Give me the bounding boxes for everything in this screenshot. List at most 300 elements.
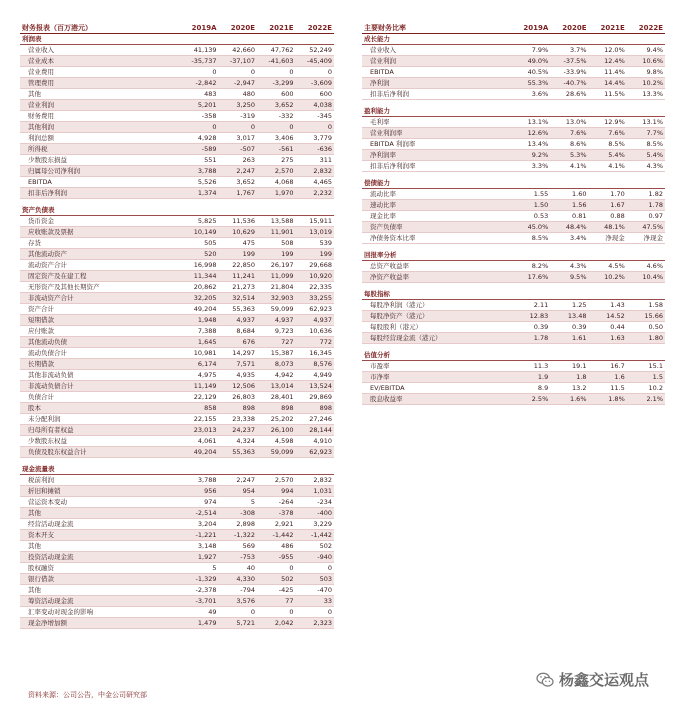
value-cell: 11.4% [589, 67, 627, 78]
table-row [20, 45, 334, 56]
value-cell: 10.6% [627, 56, 665, 67]
table-row [362, 189, 665, 200]
table-row [20, 188, 334, 199]
value-cell: 0 [257, 122, 296, 133]
value-cell: 4,038 [296, 100, 335, 111]
value-cell: 8,576 [296, 359, 335, 370]
value-cell: -35,737 [180, 56, 219, 67]
value-cell: 47.5% [627, 222, 665, 233]
value-cell: -378 [257, 508, 296, 519]
value-cell: 0 [180, 122, 219, 133]
value-cell: -400 [296, 508, 335, 519]
value-cell: 10,920 [296, 271, 335, 282]
value-cell: 1,970 [257, 188, 296, 199]
table-row [20, 227, 334, 238]
table-row [362, 67, 665, 78]
value-cell: 14.52 [589, 311, 627, 322]
value-cell: 10,636 [296, 326, 335, 337]
value-cell: 13.1% [512, 117, 550, 128]
value-cell: 16.7 [589, 361, 627, 372]
value-cell: -41,603 [257, 56, 296, 67]
value-cell: 9,723 [257, 326, 296, 337]
table-row [20, 260, 334, 271]
value-cell: 13.0% [550, 117, 588, 128]
row-label: 其他 [20, 541, 180, 552]
table-row [20, 486, 334, 497]
value-cell: 4.1% [550, 161, 588, 172]
value-cell: 13.48 [550, 311, 588, 322]
row-label: 其他流动负债 [20, 337, 180, 348]
value-cell: 5,201 [180, 100, 219, 111]
row-label: 其他利润 [20, 122, 180, 133]
value-cell: 3.7% [550, 45, 588, 56]
value-cell: 3,779 [296, 133, 335, 144]
section-title: 估值分析 [362, 350, 665, 361]
financial-ratios-table [362, 22, 665, 405]
value-cell: 4,910 [296, 436, 335, 447]
value-cell: 1.78 [627, 200, 665, 211]
value-cell: 13,014 [257, 381, 296, 392]
section-header-row [20, 34, 334, 45]
row-label: 归属母公司净利润 [20, 166, 180, 177]
row-label: 营业利润 [20, 100, 180, 111]
watermark-text: 杨鑫交运观点 [559, 671, 650, 689]
value-cell: 1.78 [512, 333, 550, 344]
table-row [20, 155, 334, 166]
value-cell: 1,948 [180, 315, 219, 326]
value-cell: 954 [219, 486, 258, 497]
value-cell: -2,378 [180, 585, 219, 596]
table-row [20, 475, 334, 486]
value-cell: 480 [219, 89, 258, 100]
row-label: 资本开支 [20, 530, 180, 541]
year-header: 2019A [180, 22, 219, 34]
value-cell: 2.1% [627, 394, 665, 405]
value-cell: 503 [296, 574, 335, 585]
row-label: 股本 [20, 403, 180, 414]
table-row [20, 596, 334, 607]
value-cell: 772 [296, 337, 335, 348]
section-title: 回报率分析 [362, 250, 665, 261]
value-cell: 8,073 [257, 359, 296, 370]
row-label: 净资产收益率 [362, 272, 512, 283]
value-cell: 5,526 [180, 177, 219, 188]
value-cell: 3,652 [257, 100, 296, 111]
row-label: 利润总额 [20, 133, 180, 144]
value-cell: 23,338 [219, 414, 258, 425]
row-label: 税前利润 [20, 475, 180, 486]
value-cell: 12,506 [219, 381, 258, 392]
value-cell: -753 [219, 552, 258, 563]
value-cell: 4,949 [296, 370, 335, 381]
value-cell: 199 [219, 249, 258, 260]
row-label: 市净率 [362, 372, 512, 383]
table-row [362, 361, 665, 372]
value-cell: 2,247 [219, 475, 258, 486]
value-cell: 311 [296, 155, 335, 166]
section-header-row [362, 350, 665, 361]
year-header: 2019A [512, 22, 550, 34]
value-cell: 0 [219, 122, 258, 133]
value-cell: 7.7% [627, 128, 665, 139]
row-label: 营业费用 [20, 67, 180, 78]
value-cell: 1.67 [589, 200, 627, 211]
value-cell: 10,149 [180, 227, 219, 238]
row-label: 市盈率 [362, 361, 512, 372]
table-row [20, 607, 334, 618]
table-row [20, 271, 334, 282]
row-label: 少数股东权益 [20, 436, 180, 447]
value-cell: -308 [219, 508, 258, 519]
value-cell: -794 [219, 585, 258, 596]
value-cell: 32,205 [180, 293, 219, 304]
table-row [20, 392, 334, 403]
value-cell: 49,204 [180, 447, 219, 458]
table-row [362, 78, 665, 89]
value-cell: 1.25 [550, 300, 588, 311]
value-cell: 22,155 [180, 414, 219, 425]
value-cell: 12.9% [589, 117, 627, 128]
value-cell: 1.50 [512, 200, 550, 211]
value-cell: -45,409 [296, 56, 335, 67]
value-cell: 0.44 [589, 322, 627, 333]
row-label: 银行借款 [20, 574, 180, 585]
value-cell: 24,237 [219, 425, 258, 436]
value-cell: 27,246 [296, 414, 335, 425]
value-cell: 1.6% [550, 394, 588, 405]
value-cell: 1,767 [219, 188, 258, 199]
section-title: 偿债能力 [362, 178, 665, 189]
value-cell: 8.2% [512, 261, 550, 272]
value-cell: 45.0% [512, 222, 550, 233]
value-cell: 0.39 [512, 322, 550, 333]
value-cell: 2,042 [257, 618, 296, 629]
value-cell: 727 [257, 337, 296, 348]
value-cell: 净现金 [589, 233, 627, 244]
value-cell: 676 [219, 337, 258, 348]
value-cell: 14,297 [219, 348, 258, 359]
value-cell: 2,832 [296, 475, 335, 486]
value-cell: -358 [180, 111, 219, 122]
value-cell: 62,923 [296, 304, 335, 315]
section-title: 利润表 [20, 34, 334, 45]
table-title: 主要财务比率 [362, 22, 512, 34]
source-note: 资料来源：公司公告，中金公司研究部 [28, 691, 147, 699]
section-header-row [362, 250, 665, 261]
value-cell: 28,401 [257, 392, 296, 403]
row-label: 净利润率 [362, 150, 512, 161]
value-cell: 59,099 [257, 304, 296, 315]
value-cell: 2,247 [219, 166, 258, 177]
value-cell: 0.53 [512, 211, 550, 222]
value-cell: -1,442 [257, 530, 296, 541]
table-row [20, 56, 334, 67]
value-cell: 11.5 [589, 383, 627, 394]
table-row [20, 447, 334, 458]
value-cell: 9.8% [627, 67, 665, 78]
table-row [362, 150, 665, 161]
value-cell: 4,928 [180, 133, 219, 144]
value-cell: 263 [219, 155, 258, 166]
table-row [362, 89, 665, 100]
row-label: 筹资活动现金流 [20, 596, 180, 607]
value-cell: 520 [180, 249, 219, 260]
year-header: 2020E [219, 22, 258, 34]
table-row [20, 304, 334, 315]
table-row [20, 216, 334, 227]
value-cell: -37,107 [219, 56, 258, 67]
value-cell: 29,869 [296, 392, 335, 403]
row-label: 其他 [20, 585, 180, 596]
row-label: 少数股东损益 [20, 155, 180, 166]
table-row [362, 394, 665, 405]
row-label: 负债合计 [20, 392, 180, 403]
row-label: 存货 [20, 238, 180, 249]
value-cell: 20,862 [180, 282, 219, 293]
value-cell: 5.4% [627, 150, 665, 161]
value-cell: -955 [257, 552, 296, 563]
value-cell: 4,061 [180, 436, 219, 447]
row-label: EBITDA [20, 177, 180, 188]
value-cell: 77 [257, 596, 296, 607]
financial-ratios-panel [362, 22, 665, 405]
value-cell: 19.1 [550, 361, 588, 372]
table-row [20, 78, 334, 89]
value-cell: 9.5% [550, 272, 588, 283]
value-cell: 59,099 [257, 447, 296, 458]
value-cell: -1,442 [296, 530, 335, 541]
value-cell: 23,013 [180, 425, 219, 436]
value-cell: 15,387 [257, 348, 296, 359]
row-label: 应付账款 [20, 326, 180, 337]
value-cell: -2,947 [219, 78, 258, 89]
table-row [20, 326, 334, 337]
row-label: 速动比率 [362, 200, 512, 211]
value-cell: 3,576 [219, 596, 258, 607]
value-cell: 4,465 [296, 177, 335, 188]
value-cell: -345 [296, 111, 335, 122]
value-cell: 26,100 [257, 425, 296, 436]
row-label: 营业利润率 [362, 128, 512, 139]
value-cell: 2.5% [512, 394, 550, 405]
table-header-row [362, 22, 665, 34]
value-cell: 2,570 [257, 475, 296, 486]
table-row [362, 333, 665, 344]
value-cell: 52,249 [296, 45, 335, 56]
section-header-row [20, 205, 334, 216]
value-cell: 22,335 [296, 282, 335, 293]
row-label: 营业收入 [362, 45, 512, 56]
value-cell: 5,825 [180, 216, 219, 227]
value-cell: 1,374 [180, 188, 219, 199]
value-cell: 10.4% [627, 272, 665, 283]
value-cell: 4,068 [257, 177, 296, 188]
value-cell: 858 [180, 403, 219, 414]
value-cell: 33 [296, 596, 335, 607]
value-cell: 3.6% [512, 89, 550, 100]
value-cell: -319 [219, 111, 258, 122]
table-row [362, 272, 665, 283]
row-label: 汇率变动对现金的影响 [20, 607, 180, 618]
value-cell: 1.6 [589, 372, 627, 383]
value-cell: 4,942 [257, 370, 296, 381]
value-cell: 10.2% [627, 78, 665, 89]
section-title: 现金流量表 [20, 464, 334, 475]
value-cell: 6,174 [180, 359, 219, 370]
value-cell: 0 [257, 607, 296, 618]
value-cell: 2,570 [257, 166, 296, 177]
value-cell: 5.4% [589, 150, 627, 161]
value-cell: 4,935 [219, 370, 258, 381]
value-cell: 1.56 [550, 200, 588, 211]
value-cell: 42,660 [219, 45, 258, 56]
table-row [20, 497, 334, 508]
value-cell: -470 [296, 585, 335, 596]
value-cell: -332 [257, 111, 296, 122]
row-label: 流动比率 [362, 189, 512, 200]
table-row [20, 67, 334, 78]
value-cell: 4.3% [550, 261, 588, 272]
row-label: 每股净资产（港元） [362, 311, 512, 322]
value-cell: 11,344 [180, 271, 219, 282]
row-label: 每股经营现金流（港元） [362, 333, 512, 344]
value-cell: 11,901 [257, 227, 296, 238]
table-row [362, 372, 665, 383]
value-cell: 8.5% [512, 233, 550, 244]
row-label: 应收账款及票据 [20, 227, 180, 238]
value-cell: 13.3% [627, 89, 665, 100]
value-cell: 502 [257, 574, 296, 585]
value-cell: 16,345 [296, 348, 335, 359]
value-cell: 55,363 [219, 304, 258, 315]
value-cell: 21,804 [257, 282, 296, 293]
value-cell: 0 [180, 67, 219, 78]
value-cell: 11,536 [219, 216, 258, 227]
value-cell: 0.50 [627, 322, 665, 333]
value-cell: 275 [257, 155, 296, 166]
table-row [362, 56, 665, 67]
row-label: 每股股利（港元） [362, 322, 512, 333]
value-cell: 22,850 [219, 260, 258, 271]
row-label: 固定资产及在建工程 [20, 271, 180, 282]
value-cell: 32,903 [257, 293, 296, 304]
value-cell: 539 [296, 238, 335, 249]
value-cell: 62,923 [296, 447, 335, 458]
value-cell: 508 [257, 238, 296, 249]
value-cell: -40.7% [550, 78, 588, 89]
value-cell: 5.3% [550, 150, 588, 161]
table-row [20, 381, 334, 392]
value-cell: 5,721 [219, 618, 258, 629]
table-header-row [20, 22, 334, 34]
section-header-row [362, 178, 665, 189]
value-cell: 4,937 [296, 315, 335, 326]
row-label: 其他 [20, 508, 180, 519]
value-cell: 0 [219, 67, 258, 78]
value-cell: 4,937 [219, 315, 258, 326]
value-cell: 569 [219, 541, 258, 552]
table-row [20, 436, 334, 447]
value-cell: -3,701 [180, 596, 219, 607]
value-cell: 1,927 [180, 552, 219, 563]
value-cell: 1.70 [589, 189, 627, 200]
value-cell: 11,099 [257, 271, 296, 282]
value-cell: 0 [219, 607, 258, 618]
value-cell: 10.2 [627, 383, 665, 394]
value-cell: 10,981 [180, 348, 219, 359]
value-cell: 3.3% [512, 161, 550, 172]
value-cell: -1,322 [219, 530, 258, 541]
table-row [362, 211, 665, 222]
value-cell: 26,803 [219, 392, 258, 403]
value-cell: 898 [257, 403, 296, 414]
row-label: 资产负债率 [362, 222, 512, 233]
row-label: EBITDA [362, 67, 512, 78]
value-cell: 1.82 [627, 189, 665, 200]
table-row [20, 552, 334, 563]
value-cell: 600 [296, 89, 335, 100]
table-row [20, 403, 334, 414]
watermark [536, 669, 649, 690]
value-cell: 55,363 [219, 447, 258, 458]
row-label: 货币资金 [20, 216, 180, 227]
value-cell: 15.66 [627, 311, 665, 322]
value-cell: 4,598 [257, 436, 296, 447]
value-cell: 净现金 [627, 233, 665, 244]
row-label: 毛利率 [362, 117, 512, 128]
value-cell: 4.1% [589, 161, 627, 172]
section-title: 每股指标 [362, 289, 665, 300]
value-cell: -1,221 [180, 530, 219, 541]
table-row [20, 249, 334, 260]
table-row [20, 530, 334, 541]
row-label: 其他非流动负债 [20, 370, 180, 381]
value-cell: -2,842 [180, 78, 219, 89]
value-cell: 41,139 [180, 45, 219, 56]
value-cell: 8,684 [219, 326, 258, 337]
row-label: 营业成本 [20, 56, 180, 67]
value-cell: 3,250 [219, 100, 258, 111]
table-row [20, 293, 334, 304]
value-cell: 2,921 [257, 519, 296, 530]
value-cell: 49.0% [512, 56, 550, 67]
value-cell: 7.6% [589, 128, 627, 139]
value-cell: 600 [257, 89, 296, 100]
value-cell: 7,571 [219, 359, 258, 370]
table-row [20, 133, 334, 144]
row-label: 扣非后净利润率 [362, 161, 512, 172]
row-label: 归母所有者权益 [20, 425, 180, 436]
row-label: 管理费用 [20, 78, 180, 89]
value-cell: 1,031 [296, 486, 335, 497]
value-cell: 12.4% [589, 56, 627, 67]
value-cell: 13.2 [550, 383, 588, 394]
value-cell: 29,668 [296, 260, 335, 271]
table-row [20, 89, 334, 100]
row-label: 财务费用 [20, 111, 180, 122]
row-label: 其他流动资产 [20, 249, 180, 260]
value-cell: 16,998 [180, 260, 219, 271]
value-cell: 40.5% [512, 67, 550, 78]
value-cell: -940 [296, 552, 335, 563]
table-row [20, 348, 334, 359]
value-cell: -1,329 [180, 574, 219, 585]
value-cell: 0 [296, 122, 335, 133]
value-cell: 13.4% [512, 139, 550, 150]
table-row [20, 425, 334, 436]
row-label: 净债务资本比率 [362, 233, 512, 244]
year-header: 2020E [550, 22, 588, 34]
